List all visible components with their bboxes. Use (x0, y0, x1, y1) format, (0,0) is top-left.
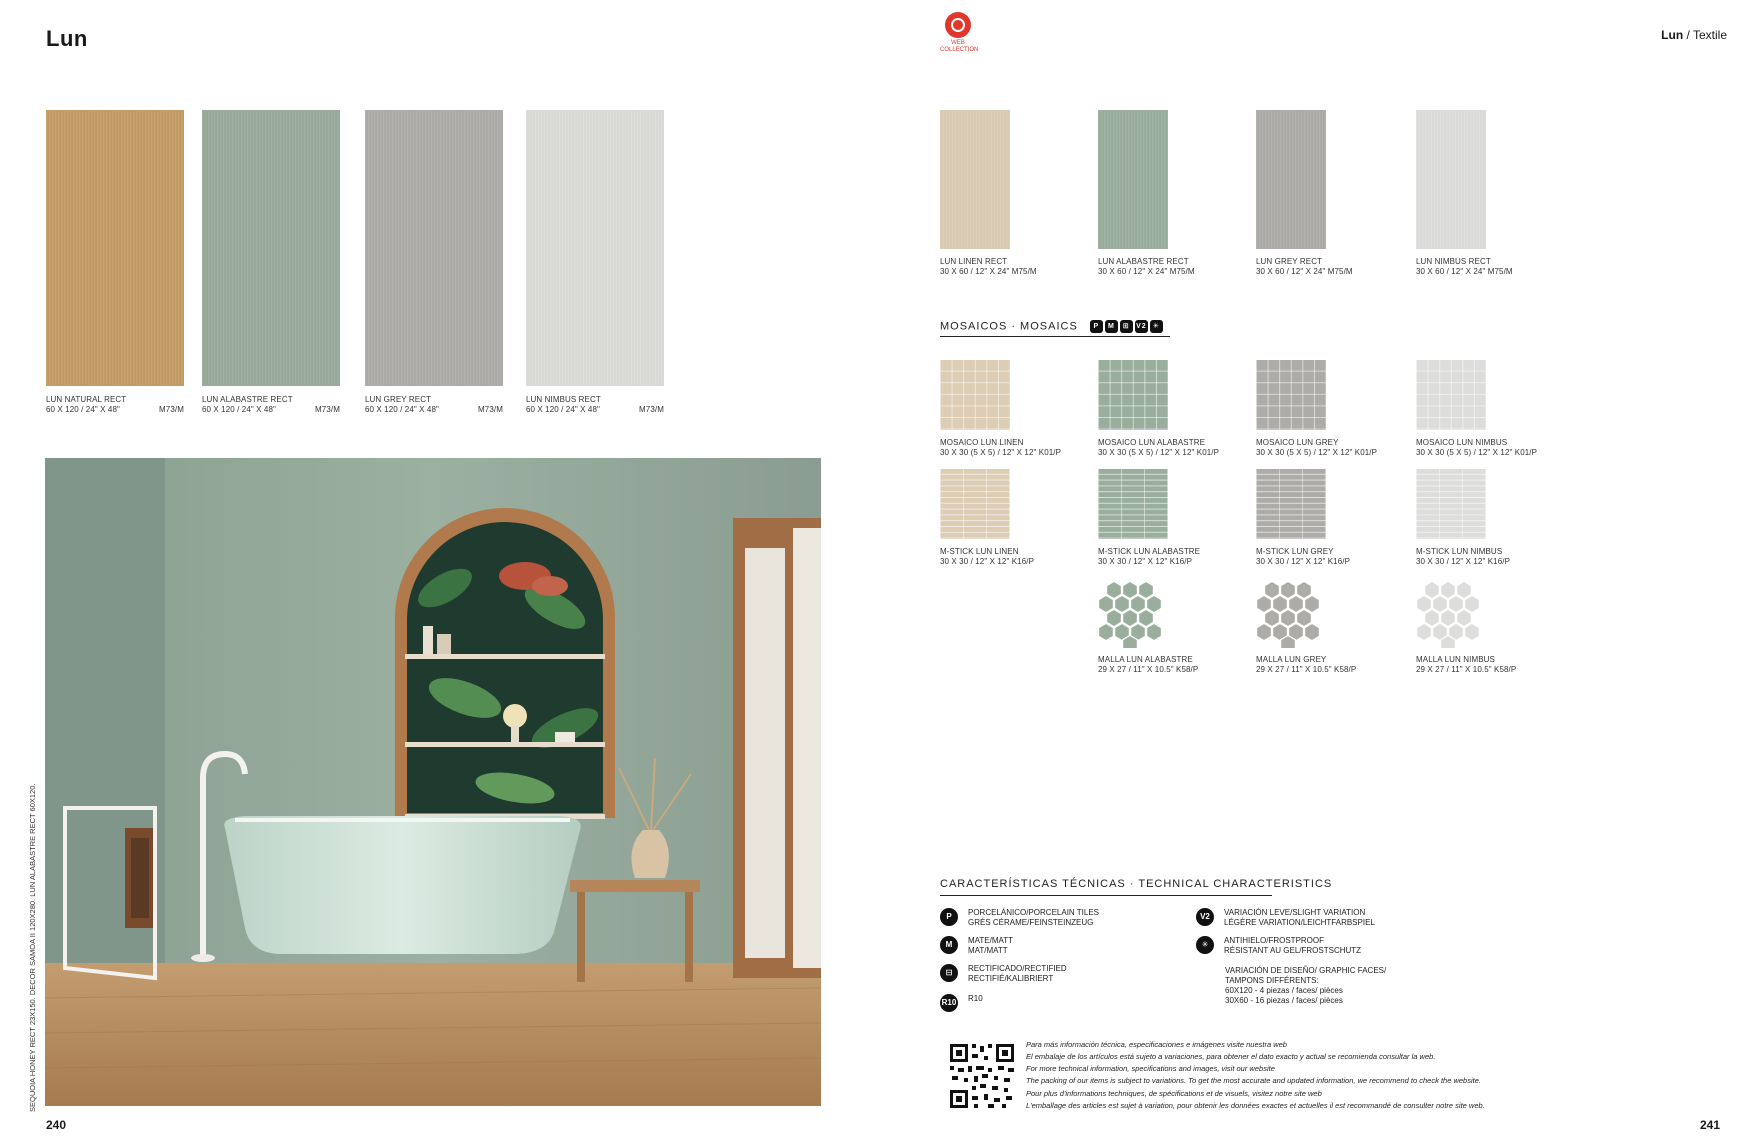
large-tile-swatch[interactable] (526, 110, 664, 386)
breadcrumb-separator: / (1686, 28, 1690, 42)
breadcrumb-series: Lun (1661, 28, 1684, 42)
malla-caption (1098, 655, 1258, 675)
large-tile-caption (365, 395, 503, 415)
mosaic-badges (1090, 320, 1165, 332)
small-tile-caption (1256, 257, 1406, 277)
mosaic-swatch[interactable] (1256, 360, 1326, 430)
mosaic-swatch[interactable] (1416, 360, 1486, 430)
small-tile-swatch[interactable] (1256, 110, 1326, 249)
website-note-line: The packing of our items is subject to variations. To get the most accurate and updated information, we recommend to check the website. (1026, 1076, 1481, 1085)
mosaic-caption (1416, 438, 1576, 458)
technical-line-1: VARIACIÓN LEVE/SLIGHT VARIATION (1224, 908, 1366, 917)
feature-badge-icon: M (1105, 320, 1118, 333)
breadcrumb-category: Textile (1692, 28, 1727, 42)
tile-size: 30 X 60 / 12" X 24" M75/M (1256, 267, 1353, 276)
malla-swatch[interactable] (1416, 578, 1480, 648)
mosaic-caption (940, 438, 1100, 458)
tile-size: 30 X 30 / 12" X 12" K16/P (1256, 557, 1351, 566)
large-tile-caption (202, 395, 340, 415)
malla-caption (1416, 655, 1576, 675)
technical-item (1196, 908, 1436, 930)
website-note-line: El embalaje de los artículos está sujeto a variaciones, para obtener el dato exacto y actual se recomienda consultar la web. (1026, 1052, 1436, 1061)
feature-badge-icon: V2 (1135, 320, 1148, 333)
malla-swatch[interactable] (1256, 578, 1320, 648)
technical-badge-icon: P (940, 908, 958, 926)
stick-caption (1098, 547, 1258, 567)
technical-badge-icon: ⊟ (940, 964, 958, 982)
tile-code: M73/M (478, 405, 503, 414)
website-note-line: Pour plus d'informations techniques, de spécifications et de visuels, visitez notre site web (1026, 1089, 1322, 1098)
website-note-line: L'emballage des articles est sujet à variation, pour obtenir les données exactes et actuelles il est recommandé de consulter notre site web. (1026, 1101, 1485, 1110)
website-note-line: Para más información técnica, especificaciones e imágenes visite nuestra web (1026, 1040, 1287, 1049)
feature-badge-icon: P (1090, 320, 1103, 333)
malla-caption (1256, 655, 1416, 675)
technical-line-1: PORCELÁNICO/PORCELAIN TILES (968, 908, 1099, 917)
graphic-faces-line-3: 60X120 - 4 piezas / faces/ pièces (1225, 986, 1343, 995)
tile-code: M73/M (159, 405, 184, 414)
technical-text (968, 994, 983, 1004)
tile-size: 30 X 30 (5 X 5) / 12" X 12" K01/P (1416, 448, 1538, 457)
technical-line-2: RECTIFIÉ/KALIBRIERT (968, 974, 1054, 983)
qr-code[interactable] (948, 1042, 1016, 1110)
web-collection-label: WEB COLLECTION (940, 40, 979, 53)
tile-size: 30 X 30 / 12" X 12" K16/P (1098, 557, 1193, 566)
tile-size: 30 X 60 / 12" X 24" M75/M (1416, 267, 1513, 276)
tile-name: LUN ALABASTRE RECT (202, 395, 293, 404)
tile-name: LUN GREY RECT (365, 395, 432, 404)
mosaic-swatch[interactable] (1098, 360, 1168, 430)
tile-name: LUN NIMBUS RECT (526, 395, 601, 404)
hexagon-mosaic-icon (1416, 578, 1480, 648)
technical-line-2: RÉSISTANT AU GEL/FROSTSCHUTZ (1224, 946, 1362, 955)
technical-item (940, 908, 1180, 930)
technical-title: CARACTERÍSTICAS TÉCNICAS · TECHNICAL CHARACTERISTICS (940, 878, 1333, 890)
tile-size: 30 X 30 / 12" X 12" K16/P (940, 557, 1035, 566)
large-tile-swatch[interactable] (46, 110, 184, 386)
small-tile-caption (940, 257, 1090, 277)
technical-line-2: MAT/MATT (968, 946, 1008, 955)
tile-name: MALLA LUN GREY (1256, 655, 1327, 664)
technical-badge-icon: V2 (1196, 908, 1214, 926)
tile-name: M-STICK LUN LINEN (940, 547, 1019, 556)
stick-caption (1256, 547, 1416, 567)
tile-code: M73/M (315, 405, 340, 414)
technical-item (940, 994, 1180, 1016)
web-collection-logo[interactable] (940, 12, 979, 54)
hexagon-mosaic-icon (1256, 578, 1320, 648)
small-tile-caption (1098, 257, 1248, 277)
technical-text (968, 908, 1099, 928)
tile-name: MOSAICO LUN NIMBUS (1416, 438, 1508, 447)
tile-name: MALLA LUN ALABASTRE (1098, 655, 1193, 664)
tile-size: 29 X 27 / 11" X 10.5" K58/P (1098, 665, 1199, 674)
tile-name: M-STICK LUN ALABASTRE (1098, 547, 1201, 556)
tile-code: M73/M (639, 405, 664, 414)
small-tile-swatch[interactable] (1416, 110, 1486, 249)
stick-swatch[interactable] (1256, 469, 1326, 539)
tile-size: 60 X 120 / 24" X 48" (365, 405, 439, 414)
tile-name: LUN GREY RECT (1256, 257, 1323, 266)
technical-line-2: LÉGÈRE VARIATION/LEICHTFARBSPIEL (1224, 918, 1375, 927)
tile-name: M-STICK LUN GREY (1256, 547, 1334, 556)
series-breadcrumb (1661, 28, 1727, 42)
bathroom-photo (45, 458, 821, 1106)
mosaics-underline (940, 336, 1170, 337)
globe-icon (945, 12, 971, 38)
large-tile-caption (526, 395, 664, 415)
mosaic-caption (1098, 438, 1258, 458)
stick-caption (940, 547, 1100, 567)
website-note-line: For more technical information, specifications and images, visit our website (1026, 1064, 1275, 1073)
technical-item (940, 936, 1180, 958)
technical-text (968, 964, 1067, 984)
tile-size: 30 X 30 (5 X 5) / 12" X 12" K01/P (1256, 448, 1378, 457)
stick-swatch[interactable] (940, 469, 1010, 539)
tile-name: MOSAICO LUN LINEN (940, 438, 1024, 447)
technical-text (1224, 908, 1375, 928)
technical-line-1: RECTIFICADO/RECTIFIED (968, 964, 1067, 973)
graphic-faces-info (1225, 966, 1386, 1006)
bathroom-illustration (45, 458, 821, 1106)
technical-text (968, 936, 1013, 956)
tile-name: MOSAICO LUN ALABASTRE (1098, 438, 1206, 447)
tile-size: 60 X 120 / 24" X 48" (46, 405, 120, 414)
mosaic-caption (1256, 438, 1416, 458)
stick-swatch[interactable] (1416, 469, 1486, 539)
technical-badge-icon: R10 (940, 994, 958, 1012)
technical-underline (940, 895, 1272, 896)
small-tile-caption (1416, 257, 1566, 277)
graphic-faces-line-2: TAMPONS DIFFÉRENTS: (1225, 976, 1319, 985)
tile-size: 30 X 30 (5 X 5) / 12" X 12" K01/P (1098, 448, 1220, 457)
tile-name: LUN NIMBUS RECT (1416, 257, 1491, 266)
mosaics-title-text: MOSAICOS · MOSAICS (940, 320, 1078, 333)
small-tile-swatch[interactable] (940, 110, 1010, 249)
malla-swatch[interactable] (1098, 578, 1162, 648)
technical-item (940, 964, 1180, 986)
mosaic-swatch[interactable] (940, 360, 1010, 430)
page-number-right: 241 (1700, 1118, 1721, 1132)
tile-name: LUN NATURAL RECT (46, 395, 127, 404)
tile-size: 30 X 60 / 12" X 24" M75/M (940, 267, 1037, 276)
small-tile-swatch[interactable] (1098, 110, 1168, 249)
tile-size: 30 X 30 / 12" X 12" K16/P (1416, 557, 1511, 566)
tile-name: LUN ALABASTRE RECT (1098, 257, 1189, 266)
tile-size: 30 X 30 (5 X 5) / 12" X 12" K01/P (940, 448, 1062, 457)
tile-size: 60 X 120 / 24" X 48" (526, 405, 600, 414)
tile-size: 30 X 60 / 12" X 24" M75/M (1098, 267, 1195, 276)
technical-line-1: R10 (968, 994, 983, 1003)
technical-item (1196, 936, 1436, 958)
technical-badge-icon: ✳ (1196, 936, 1214, 954)
tile-name: M-STICK LUN NIMBUS (1416, 547, 1503, 556)
tile-name: MOSAICO LUN GREY (1256, 438, 1339, 447)
large-tile-swatch[interactable] (365, 110, 503, 386)
tile-name: MALLA LUN NIMBUS (1416, 655, 1495, 664)
page-title: Lun (46, 26, 88, 51)
technical-line-1: ANTIHIELO/FROSTPROOF (1224, 936, 1325, 945)
tile-size: 29 X 27 / 11" X 10.5" K58/P (1256, 665, 1357, 674)
tile-size: 29 X 27 / 11" X 10.5" K58/P (1416, 665, 1517, 674)
tile-size: 60 X 120 / 24" X 48" (202, 405, 276, 414)
feature-badge-icon: ⊞ (1120, 320, 1133, 333)
technical-badge-icon: M (940, 936, 958, 954)
technical-line-1: MATE/MATT (968, 936, 1014, 945)
qr-code-icon (948, 1042, 1016, 1110)
feature-badge-icon: ✳ (1150, 320, 1163, 333)
graphic-faces-line-1: VARIACIÓN DE DISEÑO/ GRAPHIC FACES/ (1225, 966, 1387, 975)
stick-caption (1416, 547, 1576, 567)
stick-swatch[interactable] (1098, 469, 1168, 539)
page-number-left: 240 (46, 1118, 67, 1132)
graphic-faces-line-4: 30X60 - 16 piezas / faces/ pièces (1225, 996, 1343, 1005)
technical-line-2: GRÈS CÉRAME/FEINSTEINZEUG (968, 918, 1094, 927)
technical-text (1224, 936, 1361, 956)
hexagon-mosaic-icon (1098, 578, 1162, 648)
mosaics-title (940, 320, 1165, 333)
large-tile-caption (46, 395, 184, 415)
photo-caption: SEQUOIA HONEY RECT 23X150. DECOR SAMOA II 120X280. LUN ALABASTRE RECT 60X120. (28, 783, 37, 1112)
large-tile-swatch[interactable] (202, 110, 340, 386)
tile-name: LUN LINEN RECT (940, 257, 1008, 266)
